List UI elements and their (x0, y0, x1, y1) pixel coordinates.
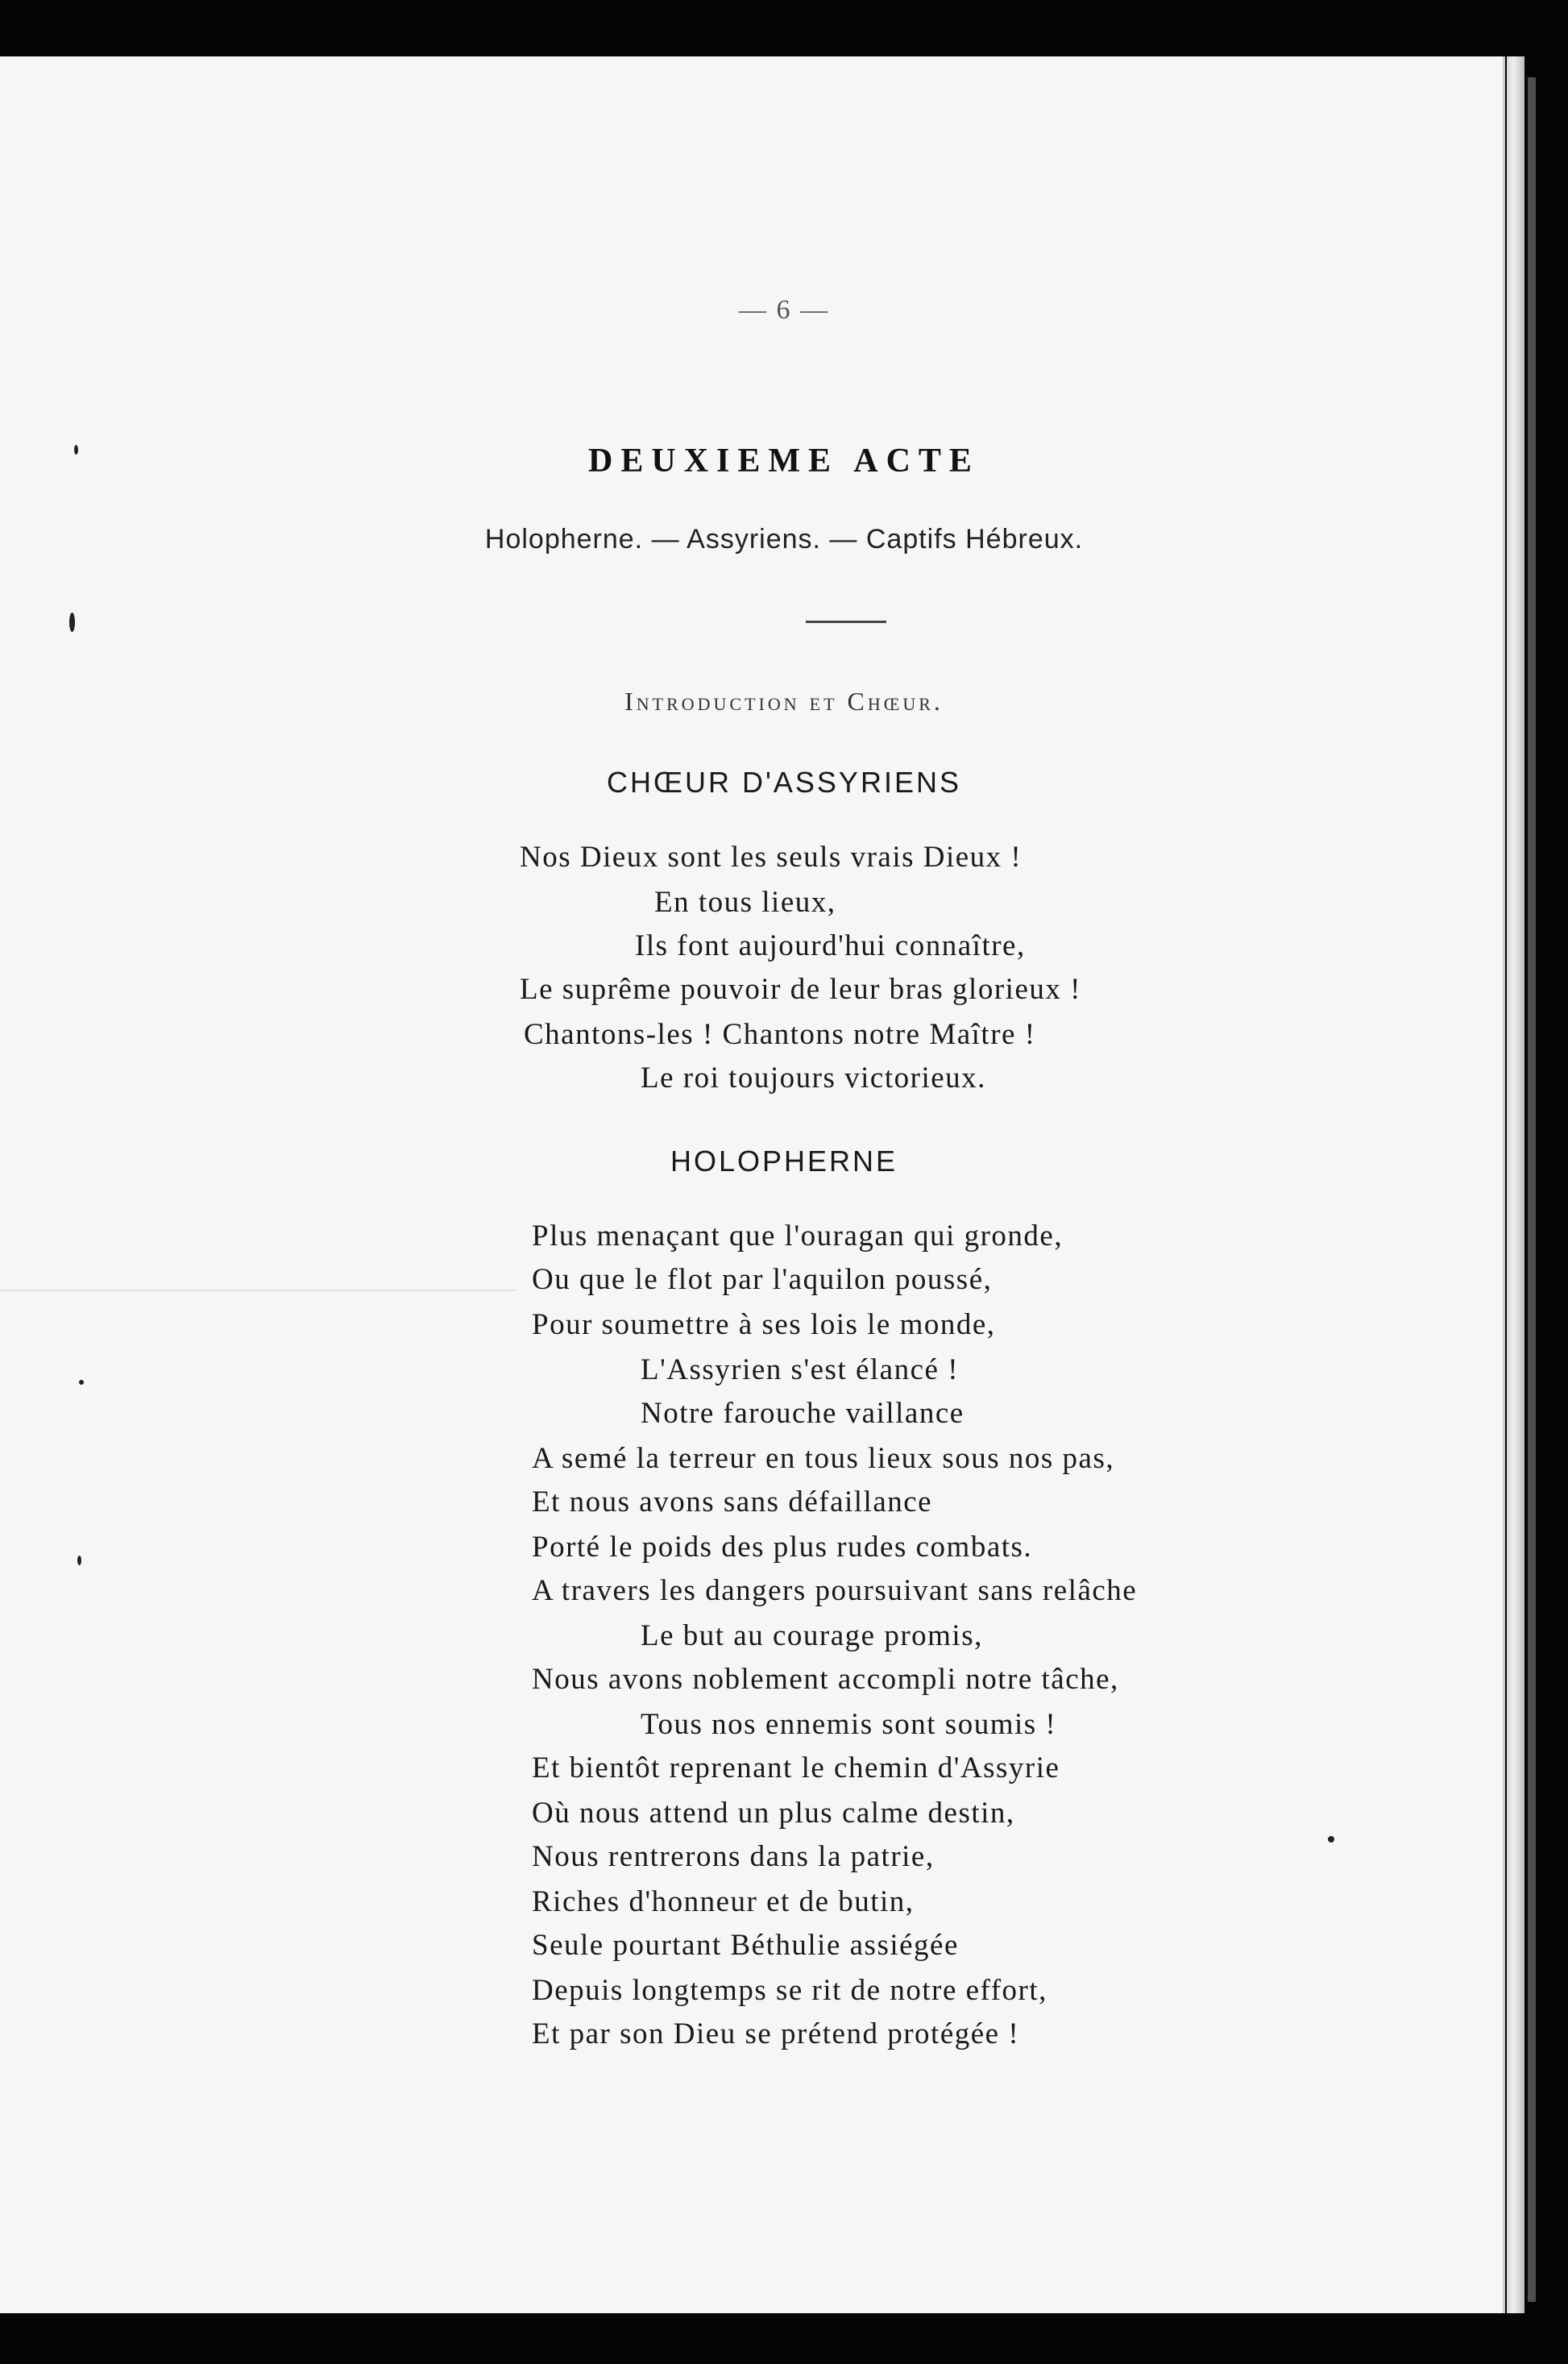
page-edge (1507, 56, 1524, 2313)
verse-line: Depuis longtemps se rit de notre effort, (532, 1974, 1047, 2007)
verse-line: Chantons-les ! Chantons notre Maître ! (524, 1018, 1036, 1051)
verse-line: Et par son Dieu se prétend protégée ! (532, 2017, 1020, 2050)
verse-line: Pour soumettre à ses lois le monde, (532, 1308, 996, 1341)
verse-line: Le roi toujours victorieux. (641, 1062, 986, 1095)
verse-line: Le suprême pouvoir de leur bras glorieux ! (520, 973, 1081, 1006)
verse-line: Nous avons noblement accompli notre tâche, (532, 1663, 1119, 1696)
act-title: DEUXIEME ACTE (588, 442, 980, 480)
margin-speck (77, 1556, 81, 1565)
verse-line: Où nous attend un plus calme destin, (532, 1797, 1015, 1830)
margin-speck (1328, 1836, 1334, 1843)
verse-line: Et bientôt reprenant le chemin d'Assyrie (532, 1751, 1060, 1784)
verse-line: En tous lieux, (654, 886, 836, 919)
verse-line: L'Assyrien s'est élancé ! (641, 1353, 960, 1386)
verse-line: Seule pourtant Béthulie assiégée (532, 1929, 959, 1962)
verse-line: Et nous avons sans défaillance (532, 1485, 933, 1519)
page-edge-shadow (1528, 77, 1536, 2302)
page-number: — 6 — (739, 295, 829, 325)
verse-line: A travers les dangers poursuivant sans relâche (532, 1574, 1138, 1607)
verse-line: A semé la terreur en tous lieux sous nos pas, (532, 1442, 1115, 1475)
verse-line: Plus menaçant que l'ouragan qui gronde, (532, 1219, 1064, 1253)
verse-line: Riches d'honneur et de butin, (532, 1885, 915, 1918)
speaker-chorus: CHŒUR D'ASSYRIENS (607, 766, 961, 799)
verse-line: Ils font aujourd'hui connaître, (635, 929, 1026, 962)
margin-speck (79, 1380, 84, 1385)
speaker-holopherne: HOLOPHERNE (670, 1145, 898, 1178)
verse-line: Nos Dieux sont les seuls vrais Dieux ! (520, 841, 1023, 874)
verse-line: Le but au courage promis, (641, 1619, 983, 1652)
verse-line: Tous nos ennemis sont soumis ! (641, 1708, 1057, 1741)
verse-line: Ou que le flot par l'aquilon poussé, (532, 1263, 993, 1296)
verse-line: Notre farouche vaillance (641, 1397, 964, 1430)
margin-speck (69, 613, 75, 632)
verse-line: Porté le poids des plus rudes combats. (532, 1531, 1033, 1564)
verse-line: Nous rentrerons dans la patrie, (532, 1840, 935, 1873)
margin-speck (74, 445, 78, 455)
divider-rule (806, 621, 886, 623)
section-title: Introduction et Chœur. (624, 687, 944, 716)
characters-line: Holopherne. — Assyriens. — Captifs Hébreux. (484, 524, 1084, 555)
